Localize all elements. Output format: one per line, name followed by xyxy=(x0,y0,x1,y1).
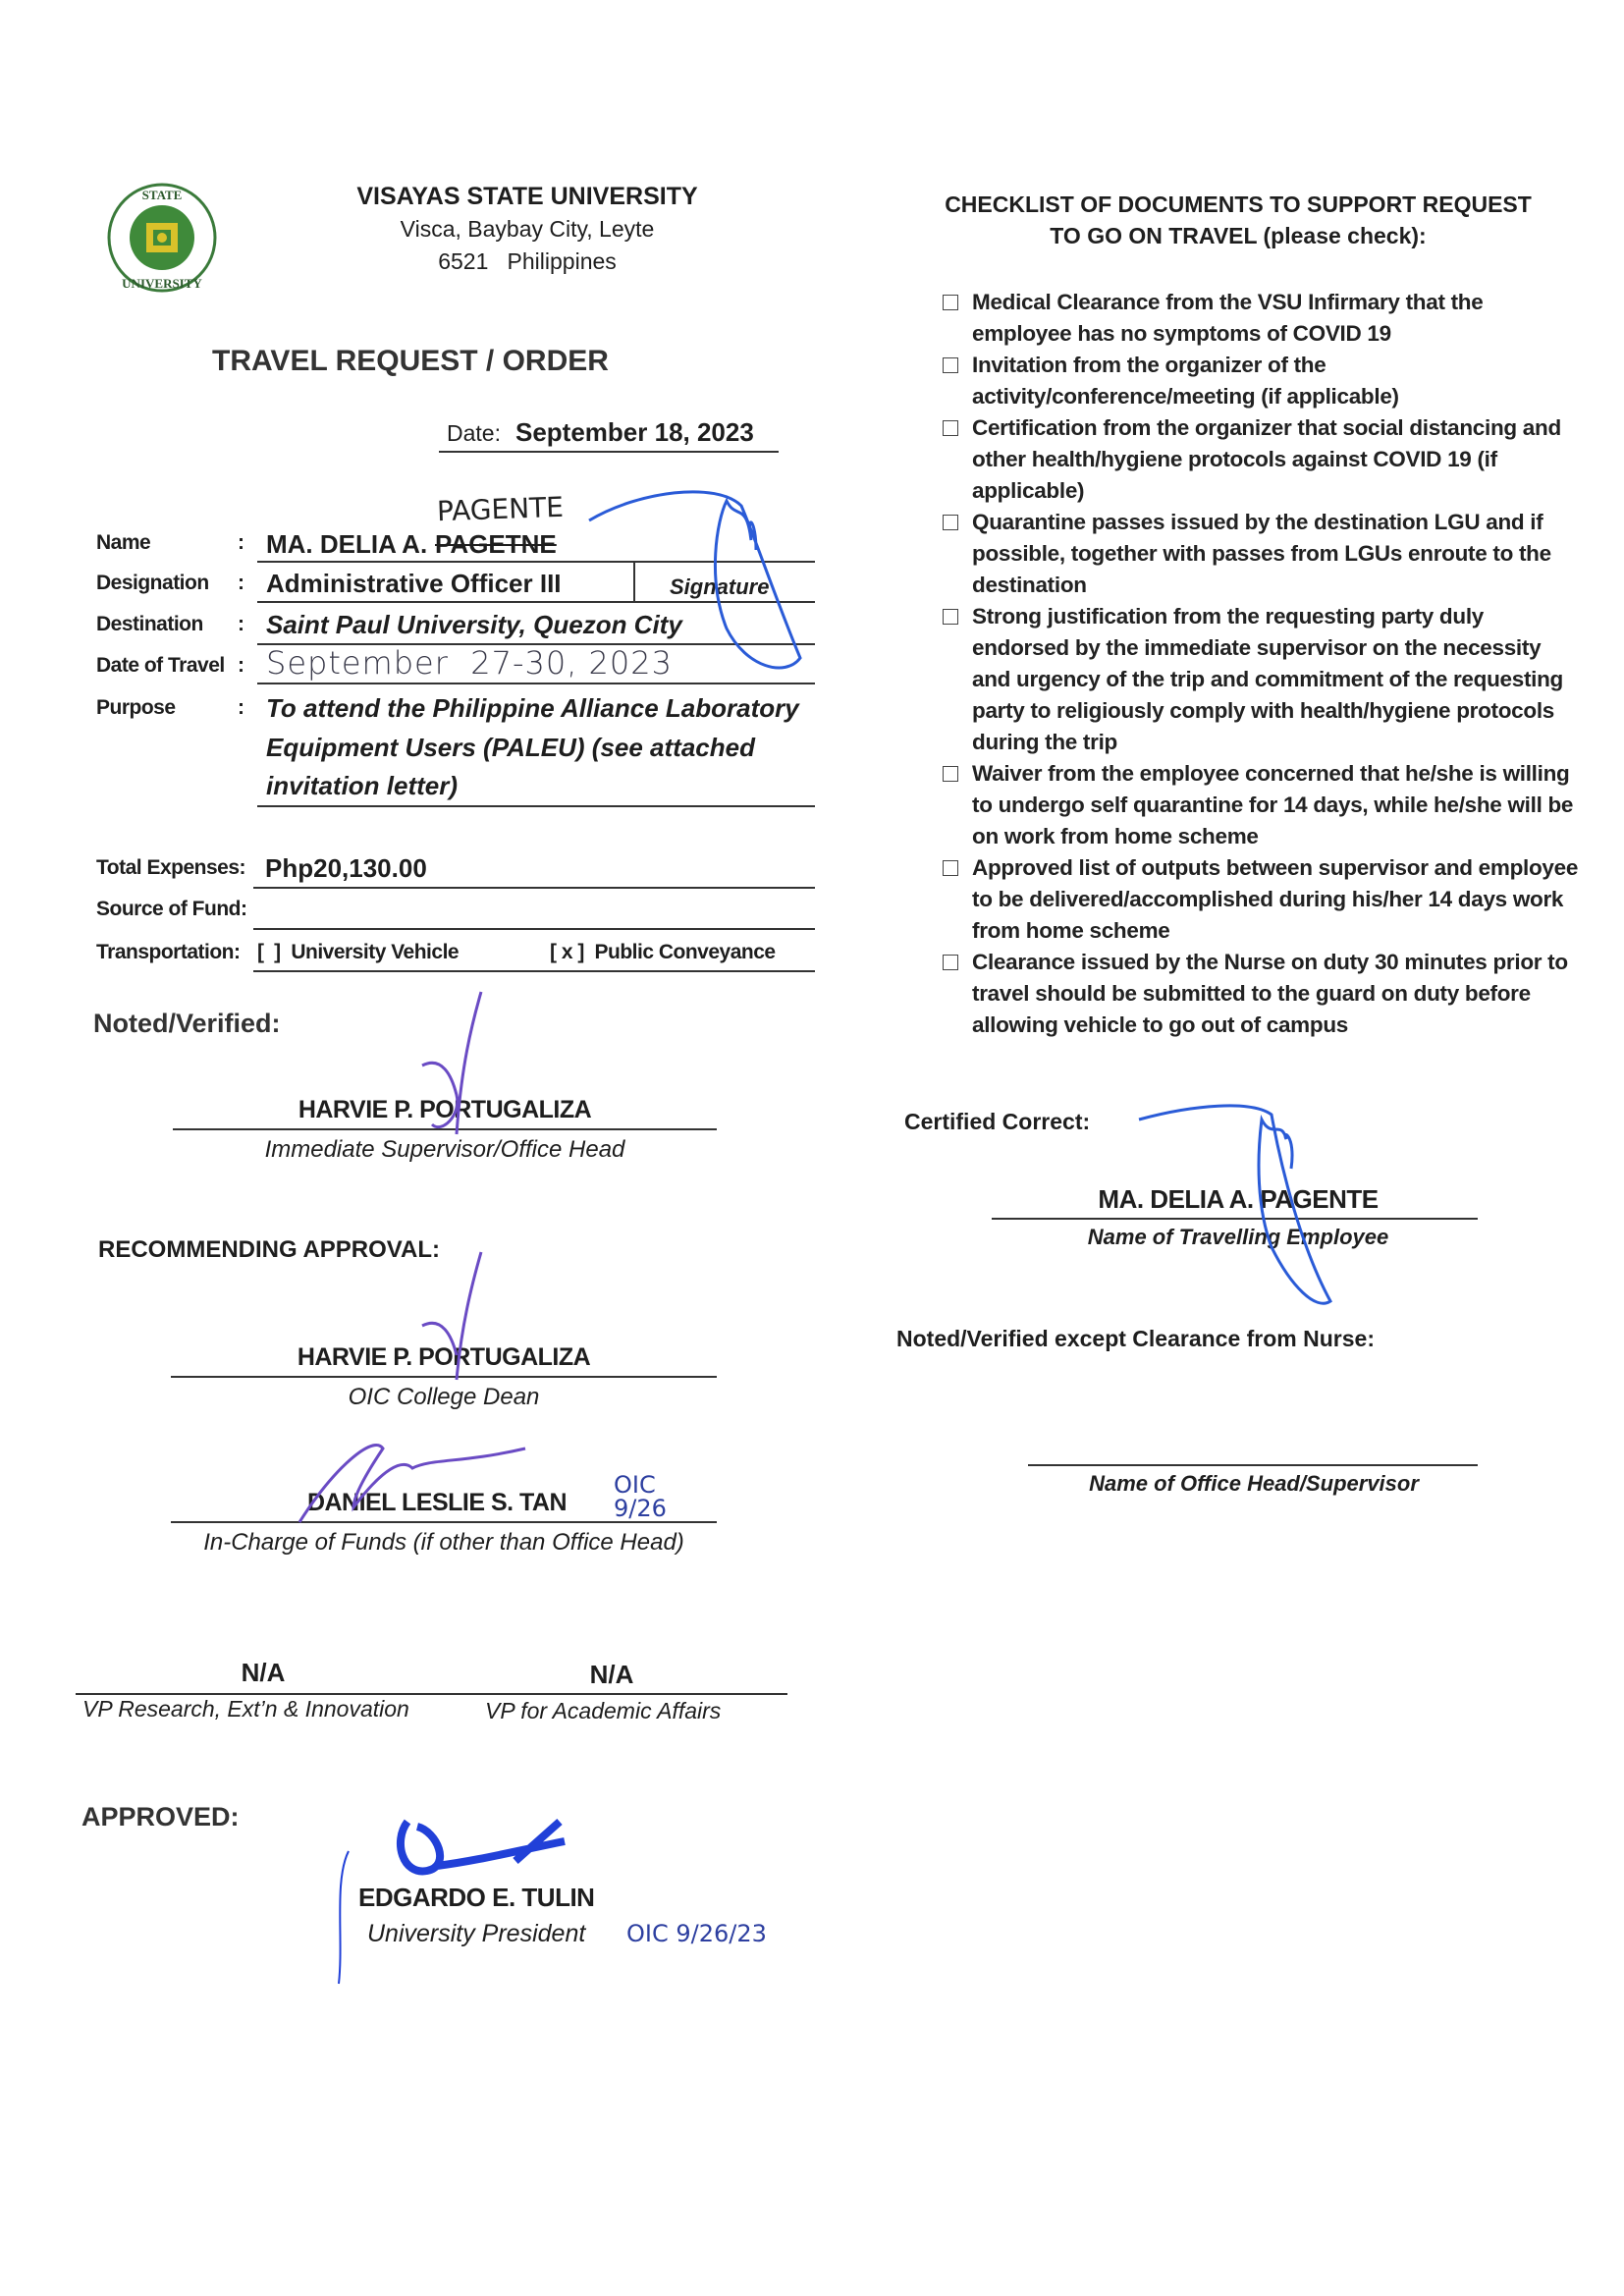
funds-title: In-Charge of Funds (if other than Office Head) xyxy=(203,1529,684,1556)
funds-annotation: OIC 9/26 xyxy=(614,1471,667,1522)
recommending-name: HARVIE P. PORTUGALIZA xyxy=(297,1343,591,1371)
university-address-line2: 6521 Philippines xyxy=(438,248,617,274)
checklist-item-text: Certification from the organizer that social distancing and other health/hygiene protocols against COVID 19 (if applicable) xyxy=(972,415,1561,503)
checkbox[interactable] xyxy=(943,766,958,782)
form-title: TRAVEL REQUEST / ORDER xyxy=(212,345,609,377)
purpose-underline xyxy=(257,805,815,807)
university-address-line1: Visca, Baybay City, Leyte xyxy=(400,216,655,242)
office-head-title: Name of Office Head/Supervisor xyxy=(1089,1471,1419,1496)
source-of-fund-label: Source of Fund: xyxy=(96,898,247,920)
checklist-item xyxy=(943,412,1581,507)
vp-academic-title: VP for Academic Affairs xyxy=(485,1698,722,1723)
checklist-item xyxy=(943,287,1581,350)
vp-research-name: N/A xyxy=(241,1658,286,1687)
checklist-item xyxy=(943,601,1581,758)
checklist-item xyxy=(943,507,1581,601)
checkbox[interactable] xyxy=(943,357,958,373)
checklist-item xyxy=(943,852,1581,947)
employee-title: Name of Travelling Employee xyxy=(1087,1225,1389,1249)
noted-verified-label: Noted/Verified: xyxy=(93,1009,281,1038)
noted-except-label: Noted/Verified except Clearance from Nurse: xyxy=(896,1326,1375,1351)
checklist-item-text: Quarantine passes issued by the destination LGU and if possible, together with passes from LGUs enroute to the destination xyxy=(972,510,1551,597)
checklist-item xyxy=(943,758,1581,852)
checkbox[interactable] xyxy=(943,860,958,876)
travel-date-value: September 27-30, 2023 xyxy=(266,644,673,682)
total-expenses-value: Php20,130.00 xyxy=(265,853,427,883)
total-expenses-label: Total Expenses: xyxy=(96,856,245,879)
checkbox[interactable] xyxy=(943,515,958,530)
transport-option-public-conveyance[interactable]: [ x ] Public Conveyance xyxy=(550,941,776,963)
purpose-line3: invitation letter) xyxy=(266,771,459,800)
checklist-item-text: Clearance issued by the Nurse on duty 30 minutes prior to travel should be submitted to the guard on duty before allowing vehicle to go out of campus xyxy=(972,950,1568,1037)
travel-date-label: Date of Travel xyxy=(96,654,225,677)
source-of-fund-underline xyxy=(253,928,815,930)
funds-signature xyxy=(295,1429,530,1527)
colon: : xyxy=(238,654,244,677)
checklist-item xyxy=(943,947,1581,1041)
date-value: September 18, 2023 xyxy=(515,417,754,447)
date-label: Date: xyxy=(447,420,501,446)
employee-signature-2 xyxy=(1134,1100,1370,1316)
svg-text:UNIVERSITY: UNIVERSITY xyxy=(122,276,202,291)
checklist xyxy=(943,287,1581,1041)
checklist-title-line1: CHECKLIST OF DOCUMENTS TO SUPPORT REQUEST xyxy=(945,191,1532,217)
checklist-item xyxy=(943,350,1581,412)
approved-label: APPROVED: xyxy=(81,1802,240,1831)
university-name: VISAYAS STATE UNIVERSITY xyxy=(356,183,698,210)
purpose-label: Purpose xyxy=(96,696,176,719)
purpose-line2: Equipment Users (PALEU) (see attached xyxy=(266,733,755,762)
noted-name: HARVIE P. PORTUGALIZA xyxy=(298,1096,592,1123)
checklist-item-text: Medical Clearance from the VSU Infirmary that the employee has no symptoms of COVID 19 xyxy=(972,290,1484,346)
checkbox[interactable] xyxy=(943,420,958,436)
checklist-title-line2: TO GO ON TRAVEL (please check): xyxy=(1050,223,1427,248)
signature-label: Signature xyxy=(670,574,770,599)
transportation-label: Transportation: xyxy=(96,941,241,963)
colon: : xyxy=(238,696,244,719)
recommending-title: OIC College Dean xyxy=(348,1384,540,1410)
name-label: Name xyxy=(96,531,151,554)
svg-text:STATE: STATE xyxy=(141,188,183,202)
employee-signature xyxy=(579,481,815,687)
designation-label: Designation xyxy=(96,572,209,594)
transportation-underline xyxy=(253,970,815,972)
name-struck-surname: PAGETNE xyxy=(435,529,557,559)
president-signature xyxy=(319,1802,574,1989)
president-annotation: OIC 9/26/23 xyxy=(626,1920,767,1947)
checkbox[interactable] xyxy=(943,295,958,310)
name-value: MA. DELIA A. xyxy=(266,529,428,559)
vp-academic-name: N/A xyxy=(589,1660,634,1689)
dean-signature xyxy=(412,1247,501,1385)
checkbox[interactable] xyxy=(943,609,958,625)
noted-title: Immediate Supervisor/Office Head xyxy=(264,1136,625,1163)
president-name: EDGARDO E. TULIN xyxy=(358,1883,595,1912)
checklist-item-text: Strong justification from the requesting party duly endorsed by the immediate supervisor on the necessity and urgency of the trip and commitment of the requesting party to religiously comply with health/hygiene protocols during the trip xyxy=(972,604,1563,754)
vp-research-title: VP Research, Ext’n & Innovation xyxy=(82,1696,409,1722)
checklist-item-text: Waiver from the employee concerned that he/she is willing to undergo self quarantine for 14 days, while he/she will be on work from home scheme xyxy=(972,761,1574,848)
total-expenses-underline xyxy=(253,887,815,889)
vp-signature-line xyxy=(76,1693,787,1695)
colon: : xyxy=(238,531,244,554)
recommending-approval-label: RECOMMENDING APPROVAL: xyxy=(98,1236,440,1263)
colon: : xyxy=(238,613,244,635)
university-logo xyxy=(103,182,221,295)
transport-option-university-vehicle[interactable]: [ ] University Vehicle xyxy=(257,941,460,963)
designation-value: Administrative Officer III xyxy=(266,569,562,598)
destination-label: Destination xyxy=(96,613,203,635)
colon: : xyxy=(238,572,244,594)
president-title: University President xyxy=(367,1920,586,1947)
employee-name: MA. DELIA A. PAGENTE xyxy=(1098,1184,1379,1214)
certified-correct-label: Certified Correct: xyxy=(904,1109,1091,1134)
supervisor-signature xyxy=(412,987,501,1144)
checklist-item-text: Approved list of outputs between supervisor and employee to be delivered/accomplished during his/her 14 days work from home scheme xyxy=(972,855,1579,943)
destination-value: Saint Paul University, Quezon City xyxy=(266,610,682,639)
name-handwritten-correction: PAGENTE xyxy=(436,490,565,528)
checklist-item-text: Invitation from the organizer of the activity/conference/meeting (if applicable) xyxy=(972,353,1399,409)
purpose-line1: To attend the Philippine Alliance Laboratory xyxy=(266,693,799,723)
date-underline xyxy=(439,451,779,453)
funds-name: DANIEL LESLIE S. TAN xyxy=(306,1489,568,1516)
checkbox[interactable] xyxy=(943,955,958,970)
office-head-signature-line xyxy=(1028,1464,1478,1466)
